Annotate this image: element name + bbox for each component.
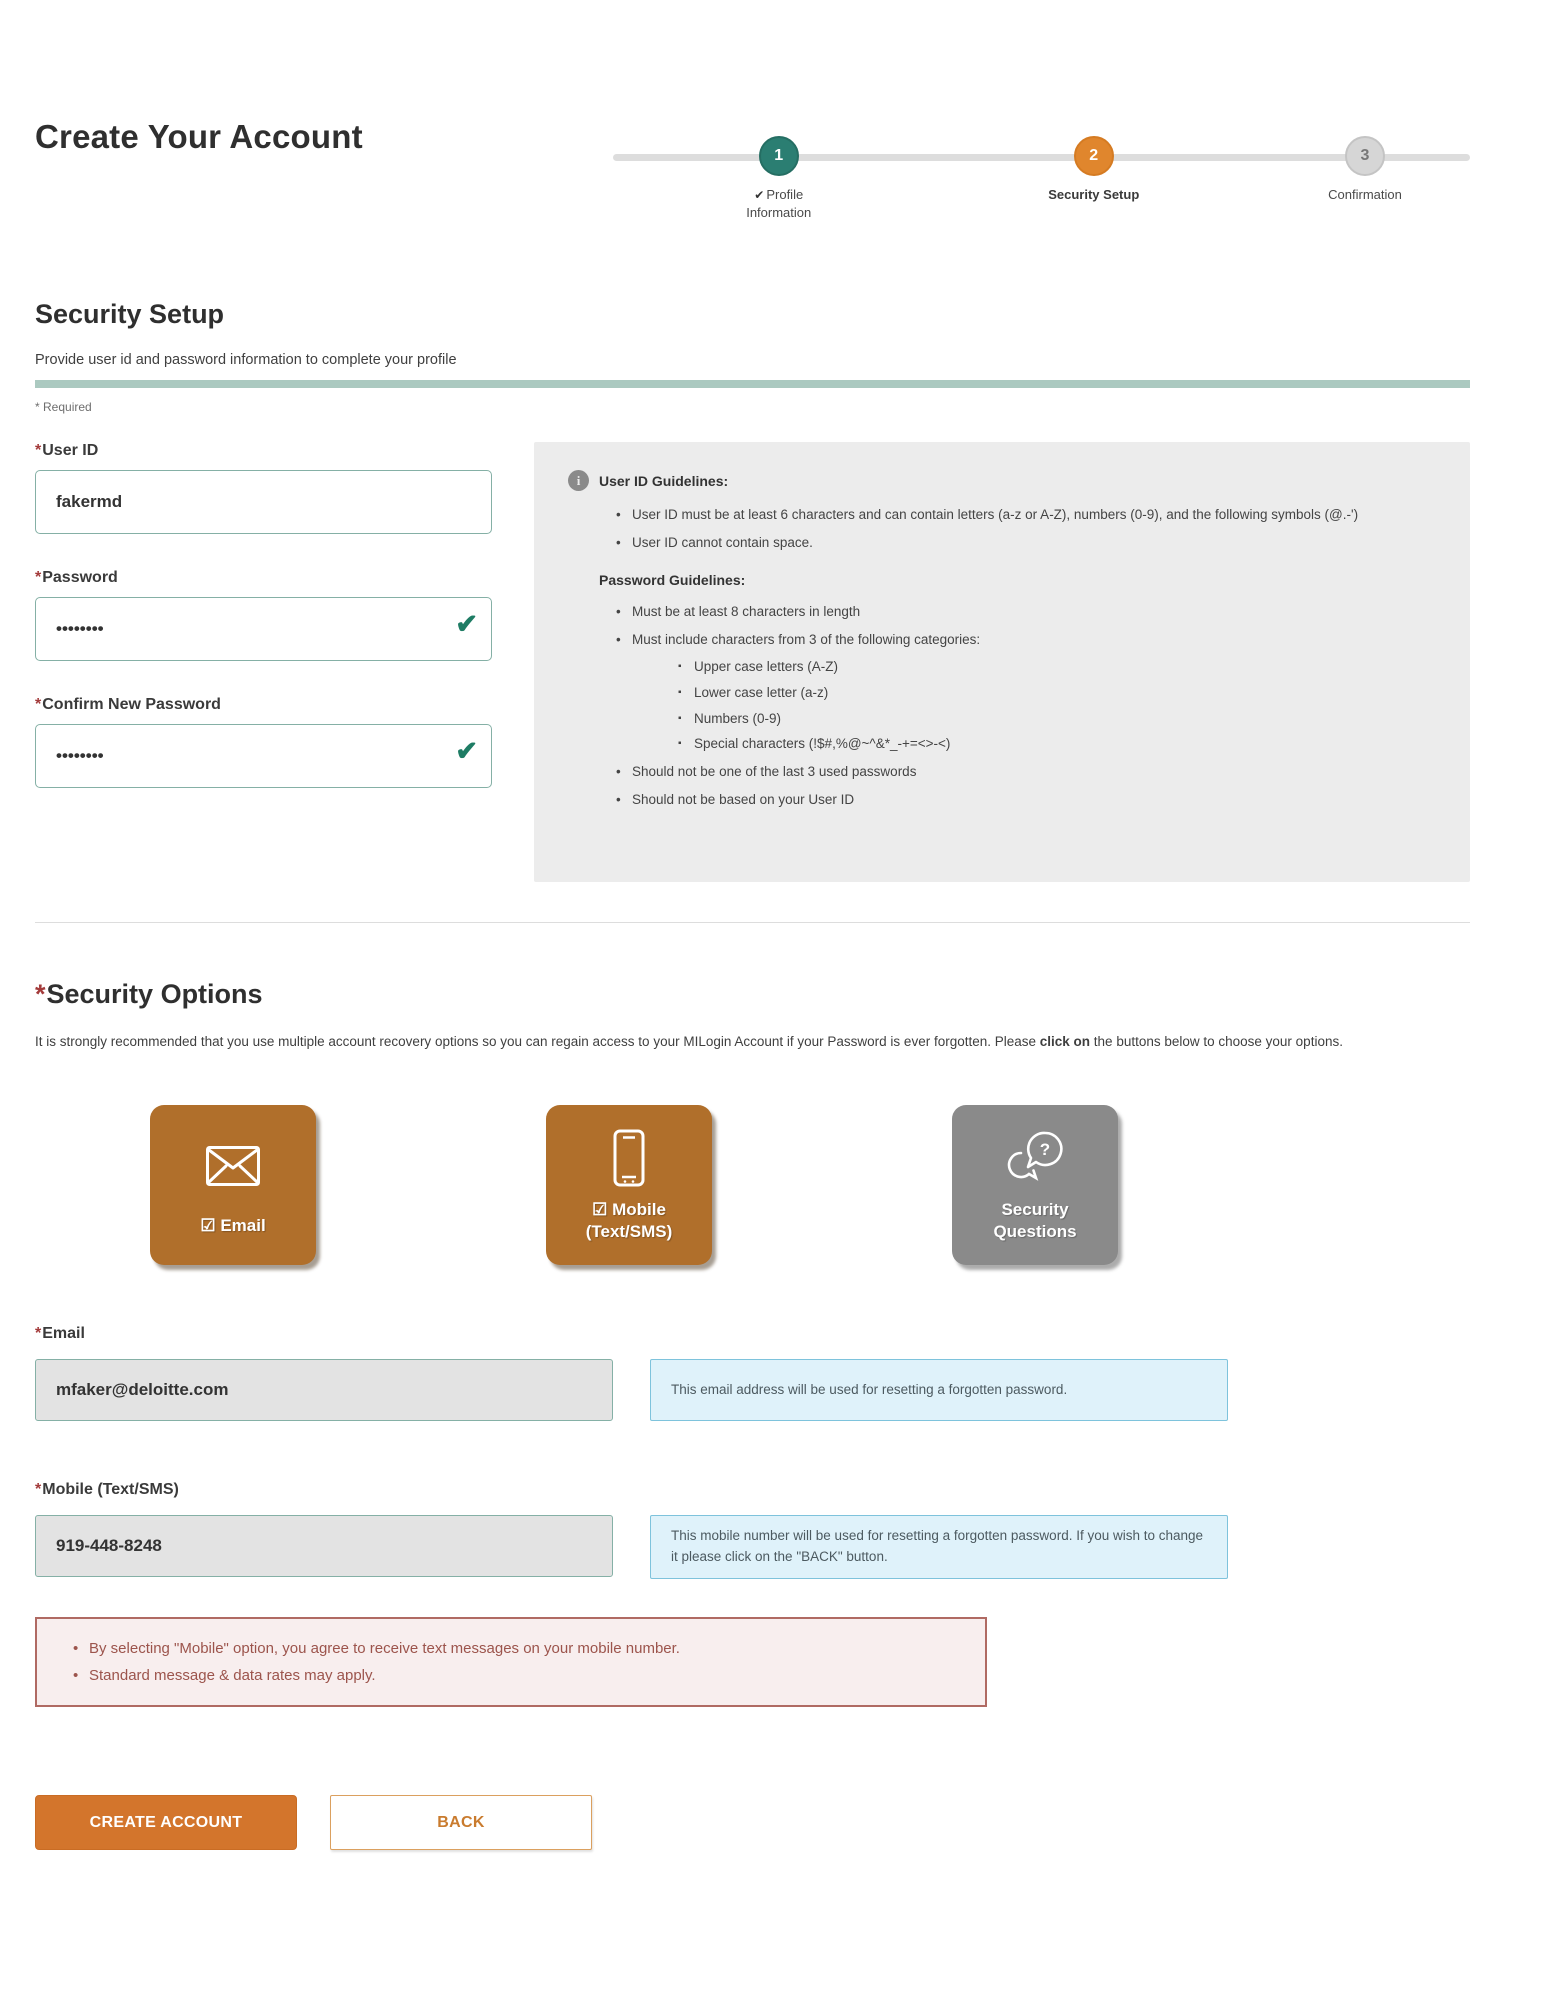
mobile-input[interactable] [35,1515,613,1577]
form-actions [35,1795,1470,1850]
recovery-option-tiles [35,1105,1470,1265]
user-id-guidelines-header [568,470,1436,491]
mobile-row [35,1515,1470,1579]
guideline-subitem: ▪ Numbers (0-9) [678,709,1436,730]
password-guidelines-title: Password Guidelines: [599,571,746,588]
required-note: * Required [35,400,92,414]
guideline-item: • User ID must be at least 6 characters and can contain letters (a-z or A-Z), numbers (0-9), and the following symbols (@.-') [616,505,1436,526]
credentials-form [35,442,1470,882]
required-asterisk: * [35,569,42,586]
info-icon: i [568,470,589,491]
mobile-tile-label-text: Mobile [612,1200,666,1220]
security-options-heading [35,979,1470,1010]
section-divider [35,922,1470,923]
required-asterisk: * [35,696,42,713]
step-profile-information [699,136,859,221]
confirm-password-input[interactable] [35,724,492,788]
step-confirmation [1285,136,1445,204]
mobile-phone-icon [611,1127,647,1189]
description-bold: click on [1039,1034,1091,1050]
page-header [35,0,1470,237]
email-label [35,1325,1470,1343]
user-id-guidelines-title: User ID Guidelines: [599,472,729,489]
mobile-label [35,1481,1470,1499]
user-id-label-text: User ID [42,442,99,459]
checkbox-checked-icon: ☑ [592,1200,608,1220]
required-asterisk: * [35,442,42,459]
envelope-icon [205,1135,261,1197]
password-field-wrap [35,597,492,661]
guidelines-panel [534,442,1470,882]
email-option-button[interactable] [150,1105,316,1265]
section-accent-bar [35,380,1470,388]
mobile-tile-label-line2: (Text/SMS) [585,1221,673,1241]
sms-consent-notice [35,1617,987,1707]
question-bubbles-icon [1001,1127,1069,1189]
user-id-input[interactable] [35,470,492,534]
step-3-circle: 3 [1345,136,1385,176]
back-button[interactable]: BACK [330,1795,592,1850]
password-label-text: Password [42,569,118,586]
email-label-text: Email [42,1325,85,1343]
email-input[interactable] [35,1359,613,1421]
sq-tile-label-line1: Security [1001,1200,1069,1220]
guideline-item: • User ID cannot contain space. [616,533,1436,554]
password-label [35,569,492,587]
password-categories-list [632,657,1436,756]
security-setup-heading: Security Setup [35,299,225,329]
sms-consent-item: • By selecting "Mobile" option, you agree to receive text messages on your mobile number. [73,1635,971,1662]
confirm-password-field-wrap [35,724,492,788]
step-2-label: Security Setup [1048,187,1140,202]
guideline-item [616,630,1436,756]
guideline-item: • Should not be based on your User ID [616,790,1436,811]
confirm-password-label-text: Confirm New Password [42,696,221,713]
required-asterisk: * [35,979,46,1009]
password-valid-check-icon: ✔ [455,609,478,639]
check-icon: ✔ [754,188,765,202]
step-3-label: Confirmation [1328,187,1402,202]
security-questions-tile-label [993,1199,1076,1242]
question-mark-glyph: ? [1039,1140,1051,1160]
security-questions-option-button[interactable] [952,1105,1118,1265]
checkbox-checked-icon: ☑ [200,1216,216,1236]
guideline-item-text: Must include characters from 3 of the following categories: [632,631,981,647]
security-options-heading-text: Security Options [46,979,263,1009]
description-pre: It is strongly recommended that you use multiple account recovery options so you can regain access to your MILogin Account if your Password is ever forgotten. Please [35,1034,1040,1050]
confirm-password-label [35,696,492,714]
step-1-label [699,186,859,221]
confirm-password-valid-check-icon: ✔ [455,736,478,766]
user-id-label [35,442,492,460]
create-account-button[interactable]: CREATE ACCOUNT [35,1795,297,1850]
email-info-box: This email address will be used for resetting a forgotten password. [650,1359,1228,1421]
guideline-item: • Must be at least 8 characters in length [616,602,1436,623]
user-id-field-wrap [35,470,492,534]
email-tile-label [200,1215,265,1236]
email-row [35,1359,1470,1421]
mobile-info-box: This mobile number will be used for resetting a forgotten password. If you wish to change it please click on the "BACK" button. [650,1515,1228,1579]
required-asterisk: * [35,1325,42,1343]
step-1-label-line1: Profile [766,187,804,202]
sq-tile-label-line2: Questions [993,1221,1077,1241]
progress-stepper [595,132,1470,237]
sms-consent-item: • Standard message & data rates may apply. [73,1662,971,1689]
guideline-subitem: ▪ Lower case letter (a-z) [678,683,1436,704]
guideline-subitem: ▪ Upper case letters (A-Z) [678,657,1436,678]
guideline-subitem: ▪ Special characters (!$#,%@~^&*_-+=<>-<) [678,734,1436,755]
user-id-guidelines-list [568,505,1436,554]
step-2-circle: 2 [1074,136,1114,176]
step-security-setup [1014,136,1174,204]
step-1-label-line2: Information [746,204,812,220]
sms-consent-list [51,1635,971,1689]
page-title: Create Your Account [35,118,363,155]
mobile-option-button[interactable] [546,1105,712,1265]
mobile-tile-label [586,1199,673,1242]
security-options-description [35,1032,1470,1053]
description-post: the buttons below to choose your options. [1090,1034,1343,1050]
step-1-circle: 1 [759,136,799,176]
email-tile-label-text: Email [220,1216,266,1236]
password-guidelines-list [568,602,1436,811]
guideline-item: • Should not be one of the last 3 used passwords [616,762,1436,783]
required-asterisk: * [35,1481,42,1499]
mobile-label-text: Mobile (Text/SMS) [42,1481,179,1499]
credentials-fields [35,442,492,882]
security-setup-subtitle: Provide user id and password information to complete your profile [35,352,457,368]
password-input[interactable] [35,597,492,661]
